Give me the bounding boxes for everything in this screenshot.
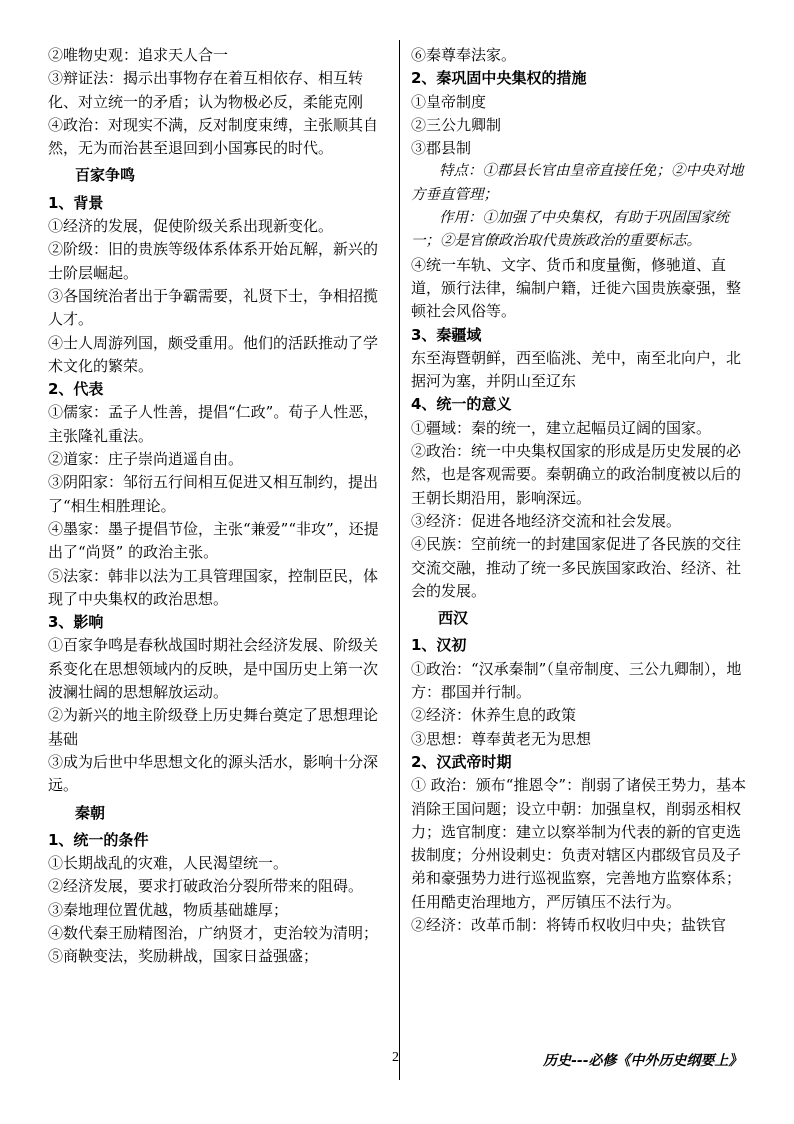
note-paragraph: 作用：①加强了中央集权，有助于巩固国家统一；②是官僚政治取代贵族政治的重要标志。 (411, 210, 729, 250)
chapter-title: 西汉 (438, 609, 469, 628)
text-paragraph: ②为新兴的地主阶级登上历史舞台奠定了思想理论基础 (48, 706, 379, 748)
text-paragraph: ④数代秦王励精图治，广纳贤才，吏治较为清明； (48, 923, 379, 942)
section-heading: 3、影响 (48, 613, 104, 632)
text-paragraph: ③各国统治者出于争霸需要，礼贤下士，争相招揽人才。 (48, 286, 379, 329)
chapter-title: 秦朝 (75, 803, 106, 822)
section-heading: 1、统一的条件 (48, 830, 149, 849)
text-paragraph: ④士人周游列国，颇受重用。他们的活跃推动了学术文化的繁荣。 (48, 333, 379, 375)
text-paragraph: ④政治：对现实不满，反对制度束缚，主张顺其自然，无为而治甚至退回到小国寡民的时代。 (48, 115, 379, 158)
text-paragraph: ②经济发展，要求打破政治分裂所带来的阻碍。 (48, 877, 364, 896)
text-paragraph: ③经济：促进各地经济交流和社会发展。 (411, 511, 682, 530)
text-paragraph: ②经济：改革币制：将铸币权收归中央；盐铁官 (411, 915, 727, 934)
text-paragraph: ②政治：统一中央集权国家的形成是历史发展的必然，也是客观需要。秦朝确立的政治制度被以后的王朝长期沿用，影响深远。 (411, 442, 742, 507)
text-paragraph: ①政治：“汉承秦制”（皇帝制度、三公九卿制），地方：郡国并行制。 (411, 659, 742, 702)
text-paragraph: ①长期战乱的灾难，人民渴望统一。 (48, 854, 289, 873)
text-paragraph: ①疆域：秦的统一，建立起幅员辽阔的国家。 (411, 418, 712, 437)
text-paragraph: ①皇帝制度 (411, 92, 487, 111)
text-paragraph: ⑤法家：韩非以法为工具管理国家，控制臣民，体现了中央集权的政治思想。 (48, 566, 379, 608)
section-heading: 3、秦疆域 (411, 325, 482, 344)
text-paragraph: ②道家：庄子崇尚逍遥自由。 (48, 450, 244, 469)
text-paragraph: ②阶级：旧的贵族等级体系体系开始瓦解，新兴的士阶层崛起。 (48, 240, 379, 282)
text-paragraph: ①儒家：孟子人性善，提倡“仁政”。荀子人性恶，主张隆礼重法。 (48, 403, 379, 445)
left-column (48, 44, 390, 969)
section-heading: 1、背景 (48, 193, 104, 212)
section-heading: 4、统一的意义 (411, 395, 512, 414)
text-paragraph: ②三公九卿制 (411, 115, 502, 134)
section-heading: 2、代表 (48, 380, 104, 399)
page-number: 2 (392, 1050, 399, 1065)
text-paragraph: ③成为后世中华思想文化的源头活水，影响十分深远。 (48, 752, 379, 795)
text-paragraph: ④统一车轨、文字、货币和度量衡，修驰道、直道，颁行法律，编制户籍，迁徙六国贵族豪强，整顿社会风俗等。 (411, 255, 742, 321)
text-paragraph: ②唯物史观：追求天人合一 (48, 46, 229, 64)
column-divider (399, 40, 400, 1080)
footer-title: 历史---必修《中外历史纲要上》 (543, 1053, 743, 1069)
text-paragraph: ③秦地理位置优越，物质基础雄厚； (48, 900, 289, 919)
text-paragraph: ③辩证法：揭示出事物存在着互相依存、相互转化、对立统一的矛盾；认为物极必反，柔能克刚 (48, 69, 364, 111)
section-heading: 2、汉武帝时期 (411, 752, 512, 771)
section-heading: 2、秦巩固中央集权的措施 (411, 69, 587, 88)
text-paragraph: ①经济的发展，促使阶级关系出现新变化。 (48, 217, 334, 236)
text-paragraph: ①百家争鸣是春秋战国时期社会经济发展、阶级关系变化在思想领域内的反映，是中国历史上第一次波澜壮阔的思想解放运动。 (48, 636, 379, 702)
text-paragraph: ②经济：休养生息的政策 (411, 706, 577, 725)
text-paragraph: ④墨家：墨子提倡节俭，主张“兼爱”“非攻”，还提出了“尚贤” 的政治主张。 (48, 519, 379, 562)
right-column (411, 44, 749, 937)
text-paragraph: ③郡县制 (411, 139, 472, 158)
text-paragraph: 东至海暨朝鲜，西至临洮、羌中，南至北向户，北据河为塞，并阴山至辽东 (411, 348, 742, 391)
text-paragraph: ③阴阳家：邹衍五行间相互促进又相互制约，提出了“相生相胜理论。 (48, 473, 379, 515)
text-paragraph: ⑥秦尊奉法家。 (411, 46, 517, 64)
note-paragraph: 特点：①郡县长官由皇帝直接任免；②中央对地方垂直管理； (411, 163, 744, 203)
text-paragraph: ③思想：尊奉黄老无为思想 (411, 729, 592, 748)
section-heading: 1、汉初 (411, 636, 467, 655)
text-paragraph: ④民族：空前统一的封建国家促进了各民族的交往交流交融，推动了统一多民族国家政治、经济、社会的发展。 (411, 535, 742, 600)
text-paragraph: ① 政治：颁布“推恩令”：削弱了诸侯王势力，基本消除王国问题；设立中朝：加强皇权，削弱丞相权力；选官制度：建立以察举制为代表的新的官吏选拔制度；分州设刺史：负责对辖区内郡级官员及子弟和豪强势力进行巡视监察，完善地方监察体系；任用酷吏治理地方，严厉镇压不法行为。 (411, 776, 747, 911)
chapter-title: 百家争鸣 (75, 166, 136, 185)
text-paragraph: ⑤商鞅变法，奖励耕战，国家日益强盛； (48, 947, 319, 966)
